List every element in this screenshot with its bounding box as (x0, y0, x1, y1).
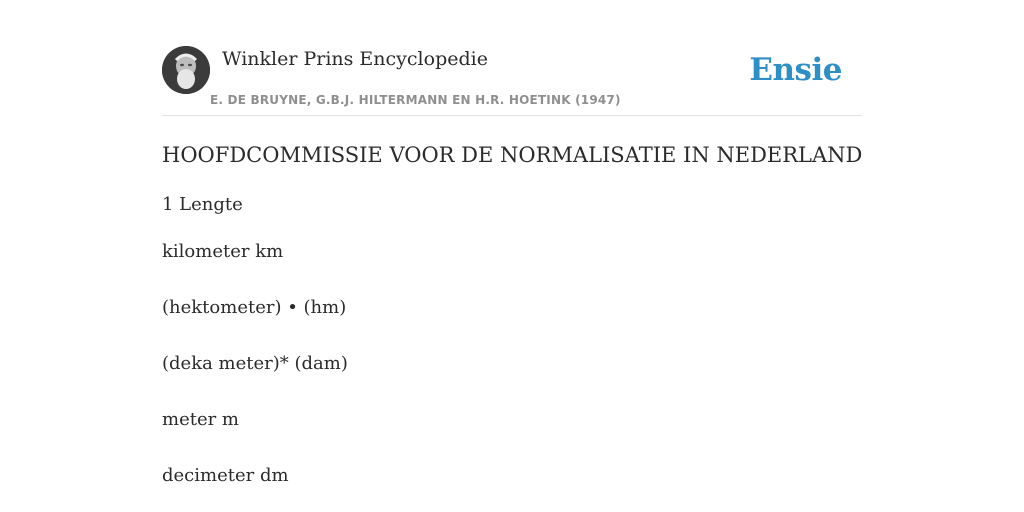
unit-list (162, 240, 862, 488)
authors-line: E. DE BRUYNE, G.B.J. HILTERMANN EN H.R. HOETINK (1947) (210, 93, 621, 107)
article-content (162, 140, 862, 512)
site-title[interactable]: Winkler Prins Encyclopedie (222, 48, 488, 70)
brand-logo[interactable]: Ensie (749, 52, 842, 88)
header-divider (162, 115, 862, 116)
section-heading: 1 Lengte (162, 194, 243, 215)
list-item: (hektometer) • (hm) (162, 297, 347, 318)
article-title: HOOFDCOMMISSIE VOOR DE NORMALISATIE IN NEDERLAND (162, 143, 863, 167)
portrait-icon (162, 46, 210, 94)
site-header (162, 46, 862, 116)
list-item: decimeter dm (162, 465, 289, 486)
list-item: meter m (162, 409, 240, 430)
list-item: kilometer km (162, 241, 284, 262)
list-item: (deka meter)* (dam) (162, 353, 348, 374)
author-avatar[interactable] (162, 46, 210, 94)
